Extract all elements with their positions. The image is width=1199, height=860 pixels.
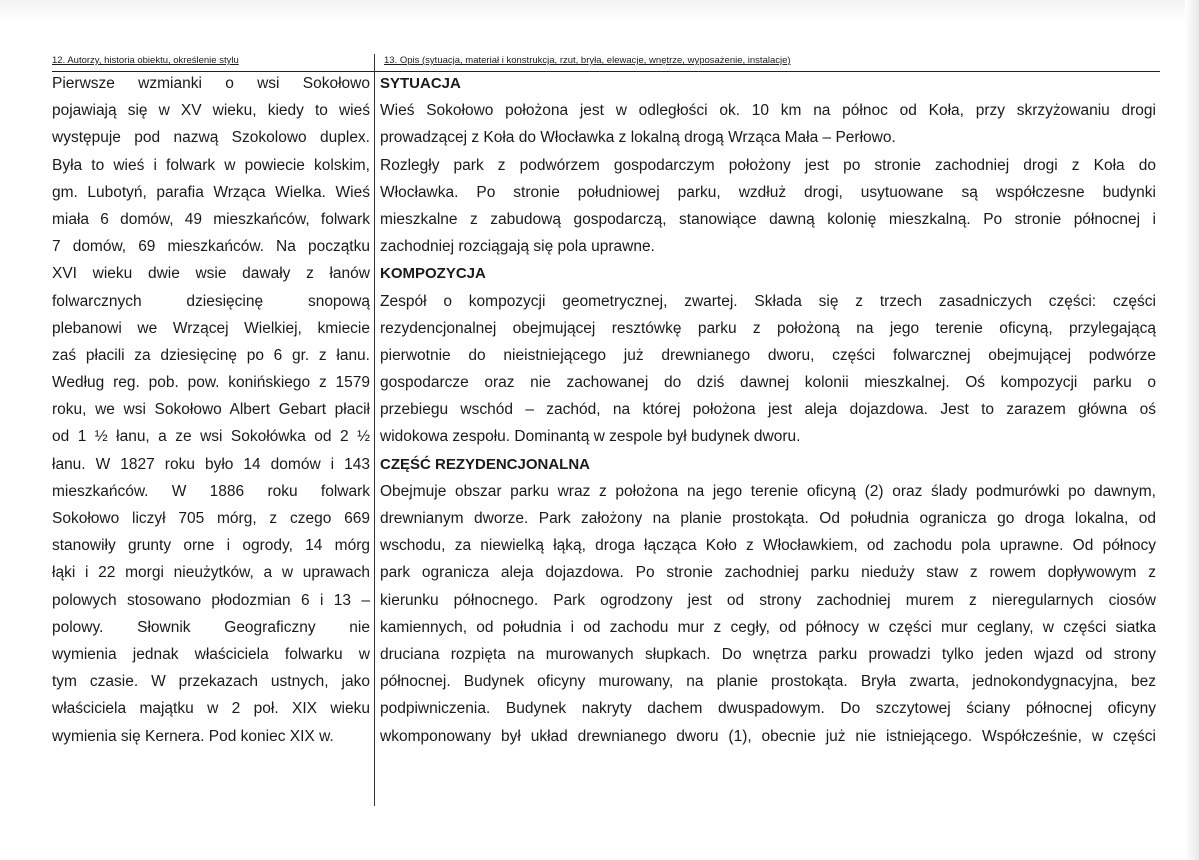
description-line: gospodarcze oraz nie zachowanej do dziś dawnej kolonii mieszkalnej. Oś kompozycji parku o [380,374,1156,392]
history-line: stanowiły grunty orne i ogrody, 14 mórg [52,537,370,555]
history-line: roku, we wsi Sokołowo Albert Gebart płacił [52,401,370,419]
heading-czesc-rezydencjonalna: CZĘŚĆ REZYDENCJONALNA [380,455,591,473]
history-line: mieszkańców. W 1886 roku folwark [52,482,370,500]
history-line: polowych stosowano płodozmian 6 i 13 – [52,591,370,609]
history-line: plebanowi we Wrzącej Wielkiej, kmiecie [52,319,370,337]
history-line: Sokołowo liczył 705 mórg, z czego 669 [52,510,370,527]
history-line: polowy. Słownik Geograficzny nie [52,618,370,636]
description-line: podpiwniczenia. Budynek nakryty dachem dwuspadowym. Do szczytowej ściany północnej oficyny [380,700,1156,718]
heading-kompozycja: KOMPOZYCJA [380,265,486,283]
history-line: właściciela majątku w 2 poł. XIX wieku [52,700,370,718]
section-12-heading: 12. Autorzy, historia obiektu, określenie stylu [52,55,239,66]
description-line: Zespół o kompozycji geometrycznej, zwartej. Składa się z trzech zasadniczych części: części [380,292,1156,310]
history-line: Według reg. pob. pow. konińskiego z 1579 [52,374,370,392]
history-column [52,70,370,750]
history-line: tym czasie. W przekazach ustnych, jako [52,673,370,691]
description-line: północnej. Budynek oficyny murowany, na planie prostokąta. Bryła zwarta, jednokondygnacyjna, bez [380,673,1156,691]
history-line: folwarcznych dziesięcinę snopową [52,292,370,310]
history-line: miała 6 domów, 49 mieszkańców, folwark [52,210,370,228]
history-line: łanu. W 1827 roku było 14 domów i 143 [52,455,370,473]
description-line: prowadzącej z Koła do Włocławka z lokalną drogą Wrząca Mała – Perłowo. [380,129,896,147]
scan-edge-top [0,0,1199,22]
history-line: 7 domów, 69 mieszkańców. Na początku [52,238,370,256]
history-line: występuje pod nazwą Szokolowo duplex. [52,129,370,147]
history-line: od 1 ½ łanu, a ze wsi Sokołówka od 2 ½ [52,428,370,446]
description-line: mieszkalne z zabudową gospodarczą, stanowiące dawną kolonię mieszkalną. Po stronie północnej i [380,210,1156,228]
history-line: gm. Lubotyń, parafia Wrząca Wielka. Wieś [52,183,370,201]
history-line: XVI wieku dwie wsie dawały z łanów [52,265,370,283]
description-line: zachodniej rozciągają się pola uprawne. [380,238,655,256]
description-line: wkomponowany był układ drewnianego dworu (1), obecnie już nie istniejącego. Współcześnie, w części [380,727,1156,745]
description-line: rezydencjonalnej obejmującej resztówkę parku z położoną na jego terenie oficyną, przylegającą [380,319,1156,337]
history-line: wymienia jednak właściciela folwarku w [52,645,370,663]
description-line: widokowa zespołu. Dominantą w zespole był budynek dworu. [380,428,801,446]
description-line: wschodu, za niewielką łąką, droga łącząca Koło z Włocławkiem, od zachodu pola uprawne. Od północy [380,537,1156,555]
description-line: Rozległy park z podwórzem gospodarczym położony jest po stronie zachodniej drogi z Koła do [380,156,1156,174]
history-line: zaś płacili za dziesięcinę po 6 gr. z łanu. [52,346,370,364]
section-13-heading: 13. Opis (sytuacja, materiał i konstrukcja, rzut, bryła, elewacje, wnętrze, wyposażenie, instalacje) [384,55,791,66]
column-divider [374,54,375,806]
description-line: Wieś Sokołowo położona jest w odległości ok. 10 km na północ od Koła, przy skrzyżowaniu drogi [380,102,1156,120]
scan-edge-right [1185,0,1199,860]
description-line: kierunku północnego. Park ogrodzony jest od strony zachodniej murem z nieregularnych ciosów [380,591,1156,609]
history-line-last: wymienia się Kernera. Pod koniec XIX w. [52,727,334,745]
description-column [380,70,1156,750]
description-line: drewnianym dworze. Park założony na planie prostokąta. Od południa ogranicza go droga lokalna, od [380,510,1156,527]
history-line: Była to wieś i folwark w powiecie kolskim, [52,156,370,174]
section-header-row [40,52,1168,68]
description-line: Obejmuje obszar parku wraz z położona na jego terenie oficyną (2) oraz ślady podmurówki po dawnym, [380,482,1156,500]
description-line: kamiennych, od południa i od zachodu mur z cegły, od północy w części mur ceglany, w części siatka [380,618,1156,636]
document-sheet [40,52,1168,842]
heading-sytuacja: SYTUACJA [380,75,461,92]
history-line: łąki i 22 morgi nieużytków, a w uprawach [52,564,370,582]
history-line: Pierwsze wzmianki o wsi Sokołowo [52,75,370,92]
description-line: Włocławka. Po stronie południowej parku, wzdłuż drogi, usytuowane są współczesne budynki [380,183,1156,201]
history-line: pojawiają się w XV wieku, kiedy to wieś [52,102,370,120]
description-line: park ogranicza aleja dojazdowa. Po stronie zachodniej parku nieduży staw z rowem dopływowym z [380,564,1156,582]
description-line: przebiegu wschód – zachód, na której położona jest aleja dojazdowa. Jest to zarazem główna oś [380,401,1156,419]
description-line: pierwotnie do nieistniejącego już drewnianego dworu, części folwarcznej obejmującej podwórze [380,346,1156,364]
description-line: druciana rozpięta na murowanych słupkach. Do wnętrza parku prowadzi tylko jeden wjazd od strony [380,645,1156,663]
